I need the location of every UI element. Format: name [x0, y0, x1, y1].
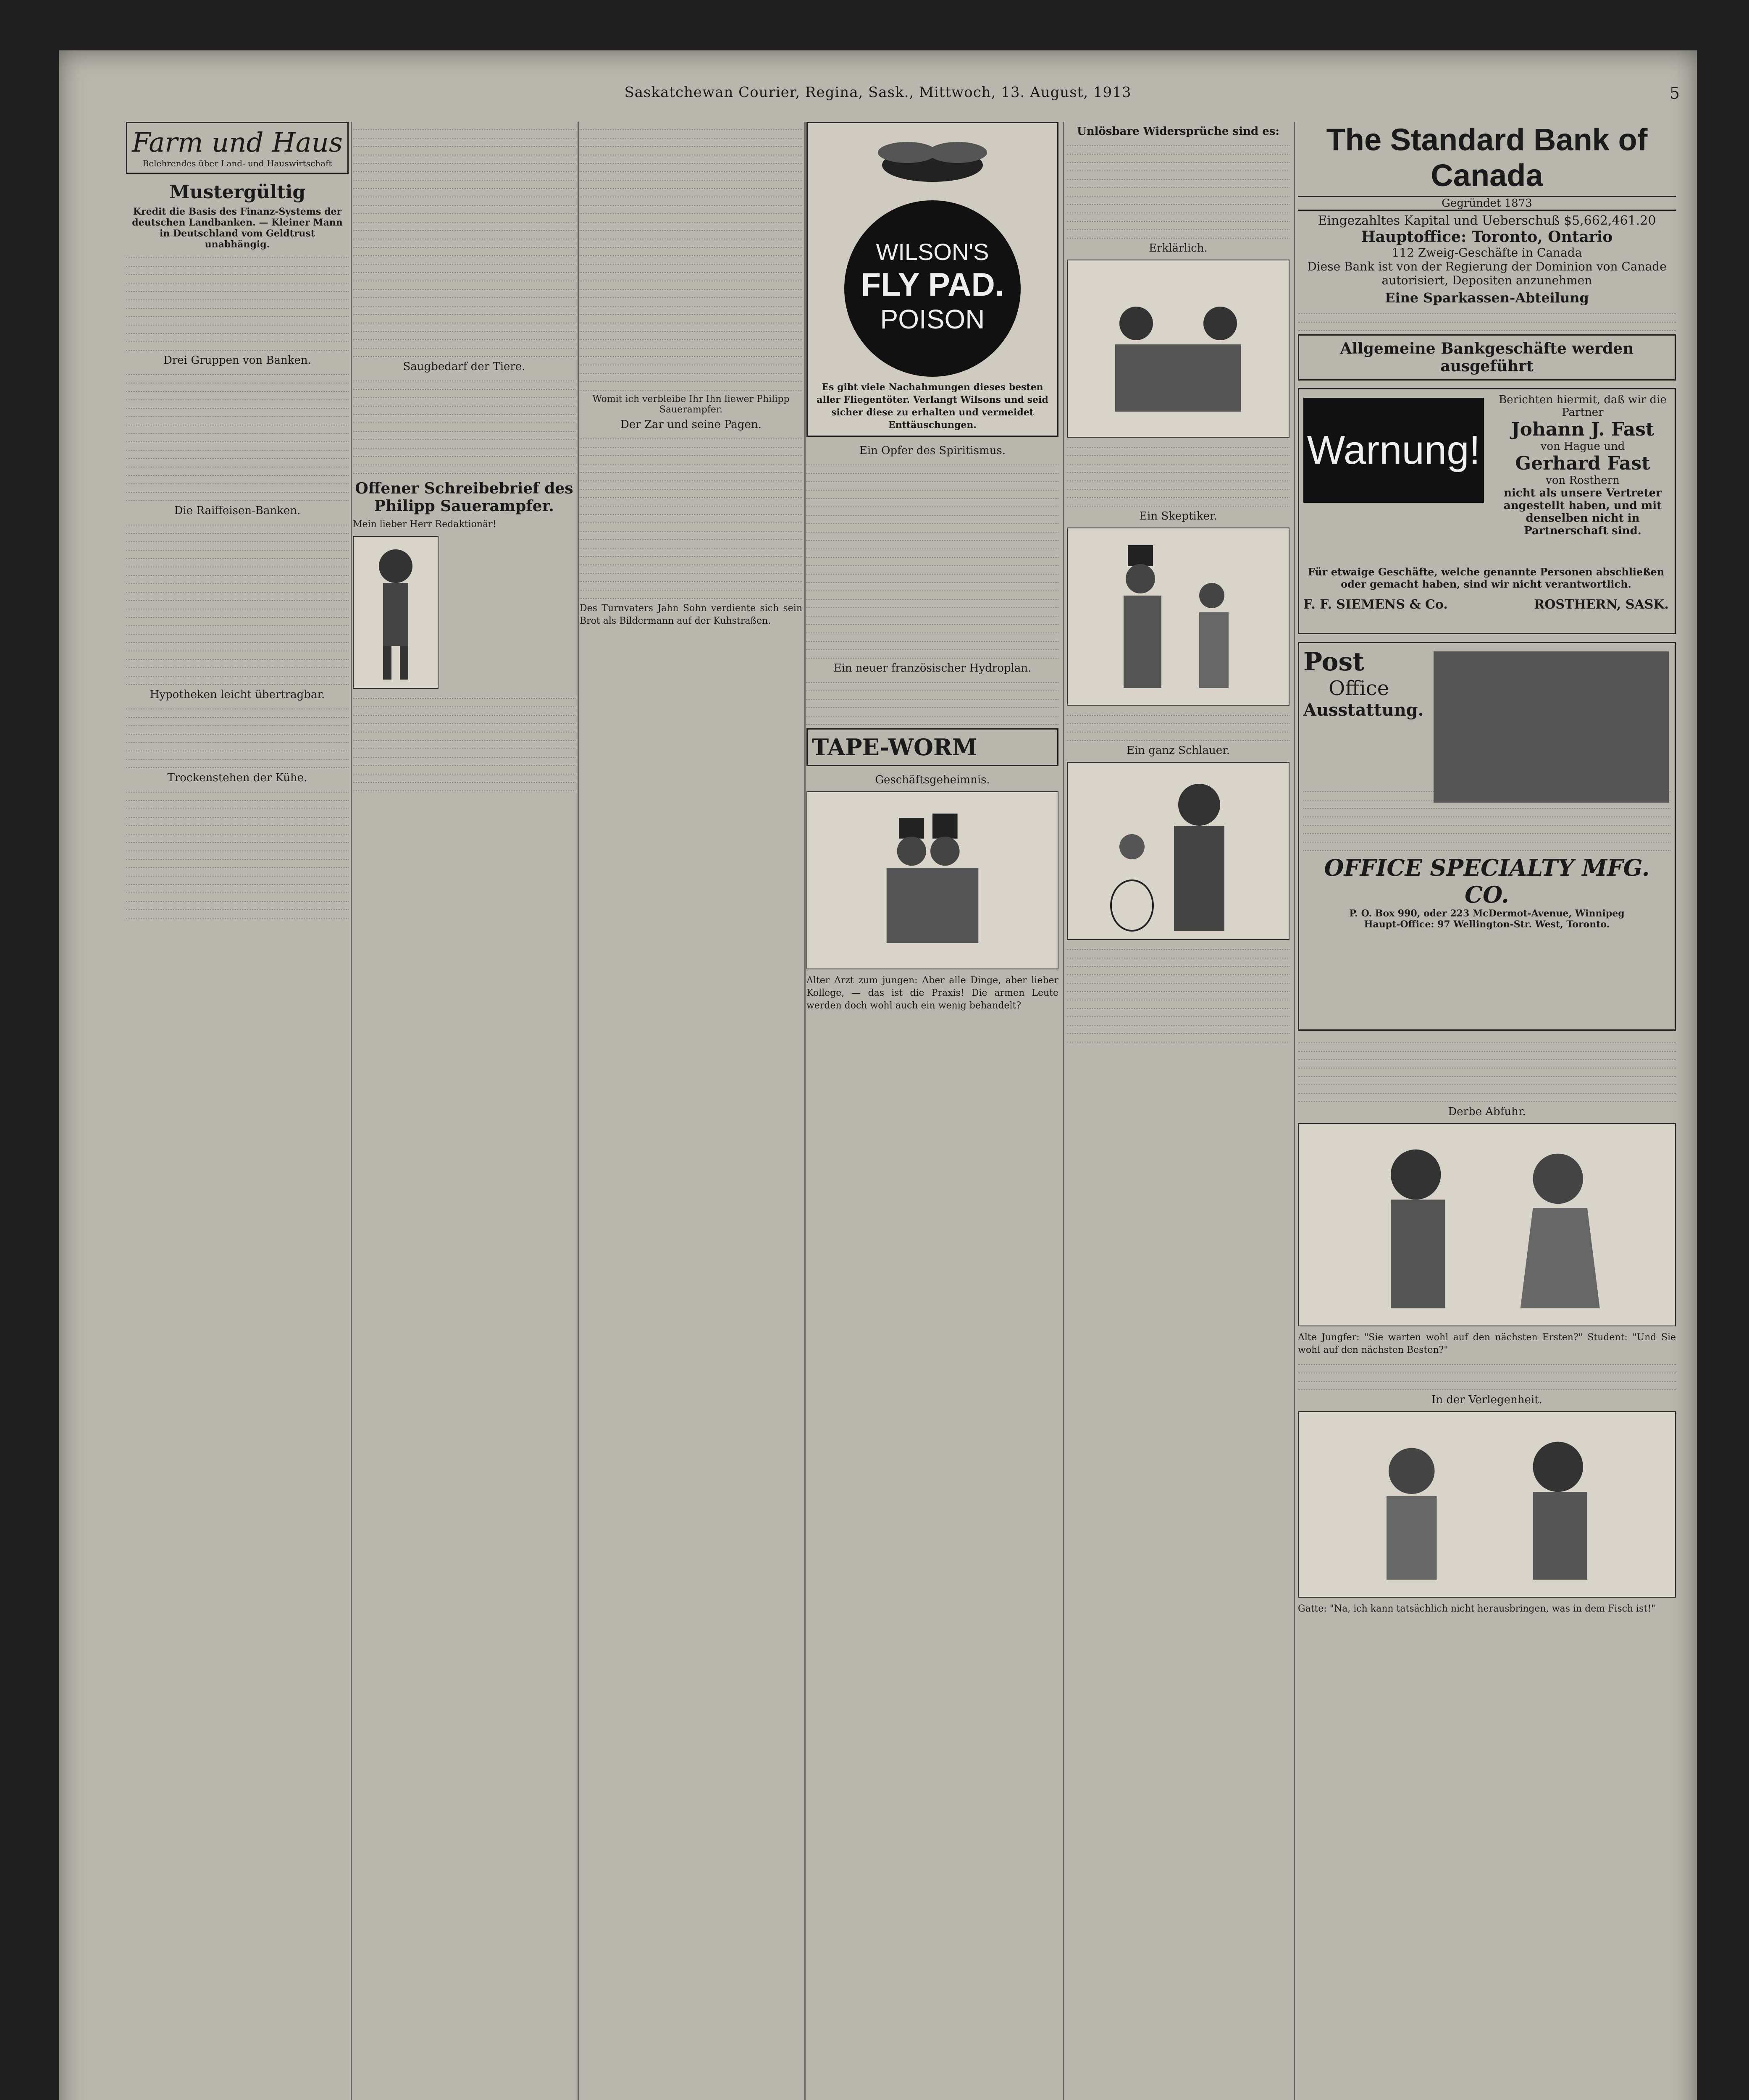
section-heading: Unlösbare Widersprüche sind es: — [1077, 125, 1279, 138]
letter-salute: Mein lieber Herr Redaktionär! — [353, 519, 496, 530]
column-rule — [804, 122, 806, 2100]
body-text — [126, 520, 349, 685]
cartoon-title: In der Verlegenheit. — [1431, 1394, 1542, 1406]
bank-ad — [1298, 122, 1676, 381]
body-text — [353, 125, 575, 357]
fly-brand: WILSON'S — [876, 239, 989, 265]
office-company: OFFICE SPECIALTY MFG. CO. — [1324, 854, 1650, 908]
column-4 — [806, 122, 1058, 2100]
body-text — [1067, 141, 1289, 239]
body-text — [1298, 1038, 1676, 1102]
tape-worm-ad: TAPE-WORM — [806, 728, 1058, 766]
fly-pad-badge — [844, 200, 1021, 377]
cartoon-tavern — [1067, 260, 1289, 438]
bank-note: Diese Bank ist von der Regierung der Dominion von Canade autorisiert, Depositen anzunehmen — [1307, 260, 1667, 287]
column-6 — [1298, 122, 1676, 2100]
body-text — [806, 460, 1058, 659]
deck: Kredit die Basis des Finanz-Systems der deutschen Landbanken. — Kleiner Mann in Deutschland vom Geldtrust unabhängig. — [132, 206, 343, 250]
column-rule — [351, 122, 352, 2100]
fly-product: FLY PAD. — [861, 266, 1004, 303]
body-text — [353, 376, 575, 474]
body-text — [1067, 711, 1289, 741]
warning-name-1: Johann J. Fast — [1511, 419, 1654, 440]
bank-savings: Eine Sparkassen-Abteilung — [1385, 290, 1589, 306]
bank-banner: Allgemeine Bankgeschäfte werden ausgeführt — [1298, 334, 1676, 381]
column-2 — [353, 122, 575, 2100]
cartoon-caption: Alte Jungfer: "Sie warten wohl auf den nächsten Ersten?" Student: "Und Sie wohl auf den nächsten Besten?" — [1298, 1332, 1676, 1355]
post-title: Post — [1303, 647, 1365, 677]
body-text — [1298, 1360, 1676, 1390]
body-text — [126, 704, 349, 768]
masthead — [59, 84, 1697, 109]
cartoon-title: Erklärlich. — [1149, 242, 1208, 255]
page-number: 5 — [1669, 84, 1680, 102]
post-office-illustration — [1434, 651, 1669, 803]
bank-capital-value: $5,662,461.20 — [1563, 213, 1656, 228]
bank-capital — [1298, 213, 1676, 228]
column-rule — [578, 122, 579, 2100]
fly-poison: POISON — [880, 304, 985, 334]
body-text — [580, 125, 802, 391]
farm-title: Farm und Haus — [132, 127, 343, 158]
warning-body — [1497, 394, 1669, 537]
post-office: Office — [1329, 677, 1389, 700]
cartoon-verlegenheit — [1298, 1411, 1676, 1598]
column-1 — [126, 122, 349, 2100]
warning-signer: F. F. SIEMENS & Co. — [1303, 597, 1448, 612]
bank-branches: 112 Zweig-Geschäfte in Canada — [1392, 246, 1582, 260]
cartoon-icon — [807, 792, 1058, 969]
cartoon-icon — [1299, 1412, 1675, 1597]
body-text — [1067, 945, 1289, 1042]
body-text — [126, 788, 349, 919]
body-text — [126, 370, 349, 501]
warning-text-1: Berichten hiermit, daß wir die Partner — [1499, 394, 1667, 419]
letter-title: Offener Schreibebrief des Philipp Sauerampfer. — [355, 480, 573, 515]
cartoon-schlauer — [1067, 762, 1289, 940]
section-heading: Trockenstehen der Kühe. — [167, 772, 307, 784]
sauerampfer-illustration — [353, 536, 439, 689]
bank-capital-label: Eingezahltes Kapital und Ueberschuß — [1318, 213, 1560, 228]
office-hq: Haupt-Office: 97 Wellington-Str. West, Toronto. — [1364, 919, 1610, 930]
warning-footer: Für etwaige Geschäfte, welche genannte Personen abschließen oder gemacht haben, sind wir nicht verantwortlich. — [1308, 566, 1665, 590]
warning-signature — [1303, 597, 1669, 612]
section-heading: Der Zar und seine Pagen. — [620, 418, 762, 431]
letter-closing: Womit ich verbleibe Ihr Ihn liewer Philipp Sauerampfer. — [592, 394, 790, 415]
warning-from-2: von Rosthern — [1546, 474, 1620, 487]
farm-subtitle: Belehrendes über Land- und Hauswirtschaft — [142, 158, 332, 168]
newspaper-page — [59, 50, 1697, 2100]
fly-ad-text: Es gibt viele Nachahmungen dieses besten aller Fliegentöter. Verlangt Wilsons und seid sicher diese zu erhalten und vermeidet Enttäuschungen. — [817, 382, 1048, 430]
section-heading: Ein Opfer des Spiritismus. — [859, 444, 1006, 457]
warning-title: Warnung! — [1303, 398, 1484, 503]
cartoon-title: Ein ganz Schlauer. — [1126, 744, 1230, 757]
cartoon-icon — [1068, 528, 1289, 705]
post-office-ad — [1298, 642, 1676, 1031]
figure-icon — [354, 537, 438, 688]
warning-place: ROSTHERN, SASK. — [1534, 597, 1669, 612]
body-text — [580, 434, 802, 599]
cartoon-caption: Alter Arzt zum jungen: Aber alle Dinge, aber lieber Kollege, — das ist die Praxis! Die armen Leute werden doch wohl auch ein wenig behandelt? — [806, 975, 1058, 1011]
headline: Mustergültig — [169, 181, 306, 203]
warning-ad — [1298, 388, 1676, 634]
bank-founded: Gegründet 1873 — [1298, 196, 1676, 211]
cartoon-title: Geschäftsgeheimnis. — [875, 774, 990, 786]
cartoon-icon — [1068, 763, 1289, 939]
body-text — [1067, 443, 1289, 507]
column-3 — [580, 122, 802, 2100]
column-rule — [1294, 122, 1295, 2100]
section-heading: Hypotheken leicht übertragbar. — [150, 688, 325, 701]
farm-section-header — [126, 122, 349, 174]
section-heading: Drei Gruppen von Banken. — [163, 354, 311, 367]
cartoon-abfuhr — [1298, 1123, 1676, 1326]
warning-name-2: Gerhard Fast — [1515, 453, 1650, 474]
body-text — [353, 694, 575, 791]
cartoon-caption: Gatte: "Na, ich kann tatsächlich nicht herausbringen, was in dem Fisch ist!" — [1298, 1604, 1656, 1614]
warning-text-2: nicht als unsere Vertreter angestellt haben, und mit denselben nicht in Partnerschaft sind. — [1503, 487, 1662, 537]
section-heading: Saugbedarf der Tiere. — [403, 360, 525, 373]
warning-from-1: von Hague und — [1540, 440, 1625, 453]
bank-name: The Standard Bank of Canada — [1326, 122, 1648, 193]
body-text — [126, 253, 349, 351]
masthead-line: Saskatchewan Courier, Regina, Sask., Mittwoch, 13. August, 1913 — [624, 84, 1132, 101]
body-text — [806, 678, 1058, 725]
fly-icon — [848, 127, 1016, 194]
cartoon-title: Ein Skeptiker. — [1139, 510, 1217, 522]
column-5 — [1067, 122, 1289, 2100]
post-equipment: Ausstattung. — [1303, 700, 1424, 720]
column-rule — [1063, 122, 1064, 2100]
section-heading: Die Raiffeisen-Banken. — [174, 504, 301, 517]
office-address: P. O. Box 990, oder 223 McDermot-Avenue, Winnipeg — [1349, 908, 1625, 919]
cartoon-skeptic — [1067, 528, 1289, 706]
bank-hq: Hauptoffice: Toronto, Ontario — [1361, 228, 1613, 246]
cartoon-doctors — [806, 791, 1058, 969]
fly-pad-ad — [806, 122, 1058, 437]
closing-note: Des Turnvaters Jahn Sohn verdiente sich sein Brot als Bildermann auf der Kuhstraßen. — [580, 603, 802, 626]
cartoon-icon — [1299, 1124, 1675, 1326]
section-heading: Ein neuer französischer Hydroplan. — [833, 662, 1032, 675]
cartoon-title: Derbe Abfuhr. — [1448, 1105, 1526, 1118]
cartoon-icon — [1068, 260, 1289, 437]
